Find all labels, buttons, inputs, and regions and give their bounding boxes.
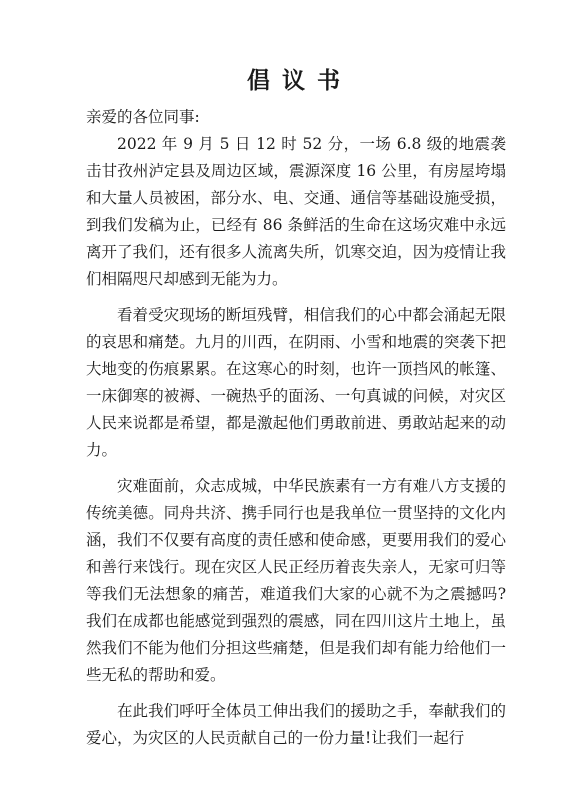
- paragraph-2: 看着受灾现场的断垣残臂，相信我们的心中都会涌起无限的哀思和痛楚。九月的川西，在阴雨、小雪和地震的突袭下把大地变的伤痕累累。在这寒心的时刻，也许一顶挡风的帐篷、一床御寒的被褥、一碗热乎的面汤、一句真诚的问候，对灾区人民来说都是希望，都是激起他们勇敢前进、勇敢站起来的动力。: [86, 306, 506, 459]
- paragraph-4: 在此我们呼吁全体员工伸出我们的援助之手，奉献我们的爱心，为灾区的人民贡献自己的一份力量!让我们一起行: [86, 702, 506, 747]
- document-title: 倡议书: [247, 67, 352, 94]
- paragraph-1: 2022 年 9 月 5 日 12 时 52 分，一场 6.8 级的地震袭击甘孜州泸定县及周边区域，震源深度 16 公里，有房屋垮塌和大量人员被困，部分水、电、交通、通信等基础设施受损，到我们发稿为止，已经有 86 条鲜活的生命在这场灾难中永远离开了我们，还有很多人流离失所，饥寒交迫，因为疫情让我们相隔咫尺却感到无能为力。: [86, 135, 506, 288]
- document-body: [86, 104, 506, 752]
- greeting-line: 亲爱的各位同事:: [86, 108, 200, 126]
- paragraph-3: 灾难面前，众志成城，中华民族素有一方有难八方支援的传统美德。同舟共济、携手同行也是我单位一贯坚持的文化内涵，我们不仅要有高度的责任感和使命感，更要用我们的爱心和善行来饯行。现在灾区人民正经历着丧失亲人，无家可归等等我们无法想象的痛苦，难道我们大家的心就不为之震撼吗?我们在成都也能感觉到强烈的震感，同在四川这片土地上，虽然我们不能为他们分担这些痛楚，但是我们却有能力给他们一些无私的帮助和爱。: [86, 477, 506, 684]
